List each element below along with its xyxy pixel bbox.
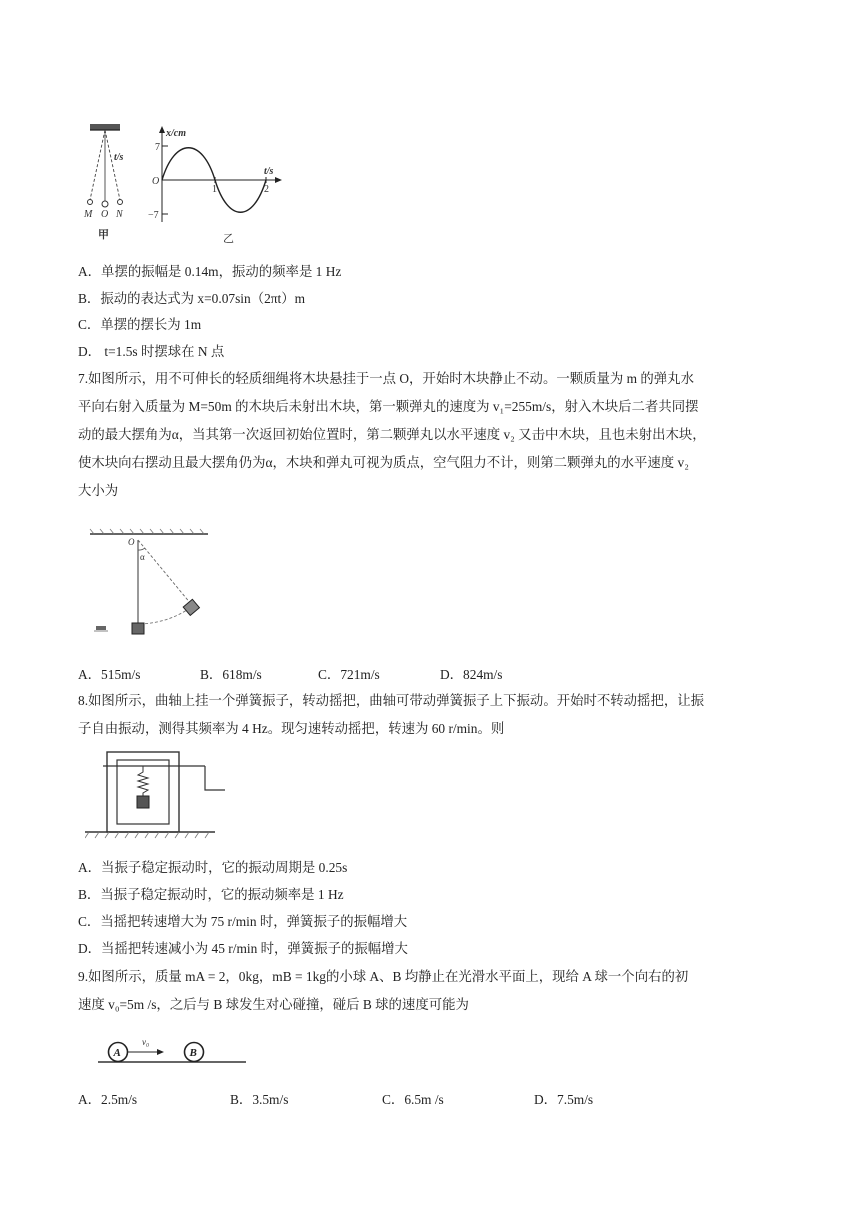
- q9-option-b: B．3.5m/s: [230, 1092, 289, 1107]
- q8-option-a: A．当振子稳定振动时，它的振动周期是 0.25s: [78, 860, 348, 875]
- q9-fig-v0-label: v₀: [142, 1037, 150, 1047]
- pend-n-label: N: [116, 209, 123, 220]
- q6-option-a: A．单摆的振幅是 0.14m，振动的频率是 1 Hz: [78, 264, 342, 279]
- graph-y-label: x/cm: [166, 128, 186, 139]
- pend-t-label: t/s: [114, 152, 124, 163]
- q8-stem-line-2: 子自由振动，测得其频率为 4 Hz。现匀速转动摇把，转速为 60 r/min。则: [78, 721, 505, 736]
- q8-figure: [85, 746, 235, 842]
- q9-stem-line-1: 9.如图所示，质量 mA = 2，0kg，mB = 1kg的小球 A、B 均静止在光滑水平面上，现给 A 球一个向右的初: [78, 969, 689, 984]
- graph-origin-label: O: [152, 176, 160, 187]
- q7-option-d: D．824m/s: [440, 667, 503, 682]
- q9-option-d: D．7.5m/s: [534, 1092, 594, 1107]
- q6-option-c: C．单摆的摆长为 1m: [78, 317, 202, 332]
- q9-option-c: C．6.5m /s: [382, 1092, 444, 1107]
- q7-stem-line-4: 使木块向右摆动且最大摆角仍为α，木块和弹丸可视为质点，空气阻力不计，则第二颗弹丸的水平速度 v₂: [78, 455, 689, 470]
- q9-stem-line-2: 速度 v₀=5m /s，之后与 B 球发生对心碰撞，碰后 B 球的速度可能为: [78, 997, 469, 1012]
- q8-option-c: C．当摇把转速增大为 75 r/min 时，弹簧振子的振幅增大: [78, 914, 408, 929]
- q9-figure: [96, 1034, 266, 1068]
- q7-fig-o-label: O: [128, 537, 135, 547]
- q7-stem-line-2: 平向右射入质量为 M=50m 的木块后未射出木块，第一颗弹丸的速度为 v₁=255m/s，射入木块后二者共同摆: [78, 399, 699, 414]
- q7-stem-line-3: 动的最大摆角为α，当其第一次返回初始位置时，第二颗弹丸以水平速度 v₂ 又击中木块，且也未射出木块，: [78, 427, 706, 442]
- graph-x2-label: 2: [264, 184, 269, 195]
- graph-ymin-label: −7: [148, 210, 159, 221]
- pend-o-label: O: [101, 209, 109, 220]
- q9-fig-ball-b-label: B: [189, 1047, 197, 1059]
- pend-caption: 甲: [98, 229, 109, 241]
- q8-stem-line-1: 8.如图所示，曲轴上挂一个弹簧振子，转动摇把，曲轴可带动弹簧振子上下振动。开始时不转动摇把，让振: [78, 693, 705, 708]
- q8-option-d: D．当摇把转速减小为 45 r/min 时，弹簧振子的振幅增大: [78, 941, 408, 956]
- graph-x1-label: 1: [212, 184, 217, 195]
- q6-option-d: D． t=1.5s 时摆球在 N 点: [78, 344, 225, 359]
- q7-option-b: B．618m/s: [200, 667, 262, 682]
- q7-fig-alpha-label: α: [140, 552, 145, 562]
- q6-option-b: B．振动的表达式为 x=0.07sin（2πt）m: [78, 291, 306, 306]
- q9-fig-ball-a-label: A: [113, 1047, 121, 1059]
- q8-option-b: B．当振子稳定振动时，它的振动频率是 1 Hz: [78, 887, 344, 902]
- q7-option-a: A．515m/s: [78, 667, 141, 682]
- graph-ymax-label: 7: [155, 142, 160, 153]
- pendulum-figure: [80, 122, 290, 252]
- pend-m-label: M: [84, 209, 93, 220]
- graph-caption: 乙: [223, 233, 234, 245]
- q7-stem-line-5: 大小为: [78, 483, 119, 498]
- q7-option-c: C．721m/s: [318, 667, 380, 682]
- graph-x-label: t/s: [264, 166, 274, 177]
- q7-figure: [88, 528, 218, 643]
- q9-option-a: A．2.5m/s: [78, 1092, 138, 1107]
- q7-stem-line-1: 7.如图所示，用不可伸长的轻质细绳将木块悬挂于一点 O，开始时木块静止不动。一颗质量为 m 的弹丸水: [78, 371, 694, 386]
